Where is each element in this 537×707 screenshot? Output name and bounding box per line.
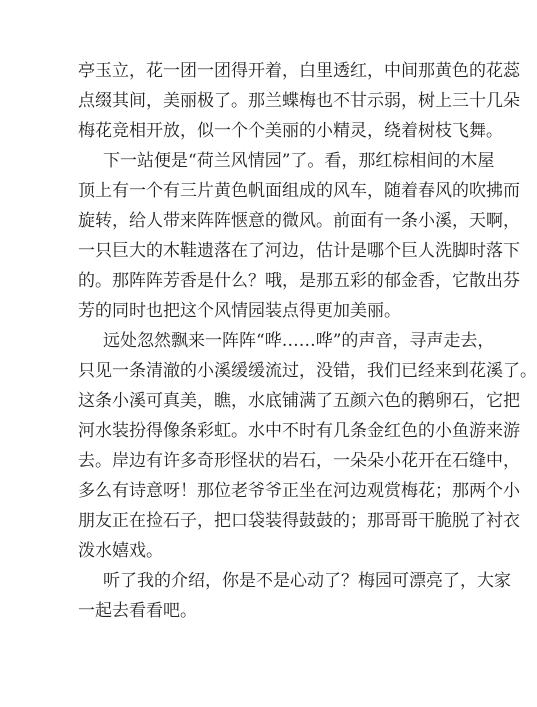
text-line: 芳的同时也把这个风情园装点得更加美丽。	[78, 301, 401, 321]
text-line: 一只巨大的木鞋遗落在了河边，估计是哪个巨人洗脚时落下	[78, 241, 520, 261]
text-line: 去。岸边有许多奇形怪状的岩石，一朵朵小花开在石缝中，	[78, 451, 520, 471]
paragraph-first-line: 远处忽然飘来一阵阵“哗……哗”的声音，寻声走去，	[103, 331, 495, 351]
text-line: 河水装扮得像条彩虹。水中不时有几条金红色的小鱼游来游	[78, 421, 520, 441]
paragraph-first-line: 听了我的介绍，你是不是心动了？梅园可漂亮了，大家	[103, 571, 511, 591]
text-line: 亭玉立，花一团一团得开着，白里透红，中间那黄色的花蕊	[78, 61, 520, 81]
text-line: 泼水嬉戏。	[78, 541, 163, 561]
text-line: 的。那阵阵芳香是什么？哦，是那五彩的郁金香，它散出芬	[78, 271, 520, 291]
text-line: 旋转，给人带来阵阵惬意的微风。前面有一条小溪，天啊，	[78, 211, 520, 231]
text-line: 这条小溪可真美，瞧，水底铺满了五颜六色的鹅卵石，它把	[78, 391, 520, 411]
text-line: 梅花竞相开放，似一个个美丽的小精灵，绕着树枝飞舞。	[78, 121, 503, 141]
paragraph-first-line: 下一站便是“荷兰风情园”了。看，那红棕相间的木屋	[103, 151, 495, 171]
text-line: 只见一条清澈的小溪缓缓流过，没错，我们已经来到花溪了。	[78, 361, 537, 381]
text-line: 多么有诗意呀！那位老爷爷正坐在河边观赏梅花；那两个小	[78, 481, 520, 501]
text-line: 一起去看看吧。	[78, 601, 197, 621]
text-line: 朋友正在捡石子，把口袋装得鼓鼓的；那哥哥干脆脱了衬衣	[78, 511, 520, 531]
text-line: 顶上有一个有三片黄色帆面组成的风车，随着春风的吹拂而	[78, 181, 520, 201]
text-line: 点缀其间，美丽极了。那兰蝶梅也不甘示弱，树上三十几朵	[78, 91, 520, 111]
